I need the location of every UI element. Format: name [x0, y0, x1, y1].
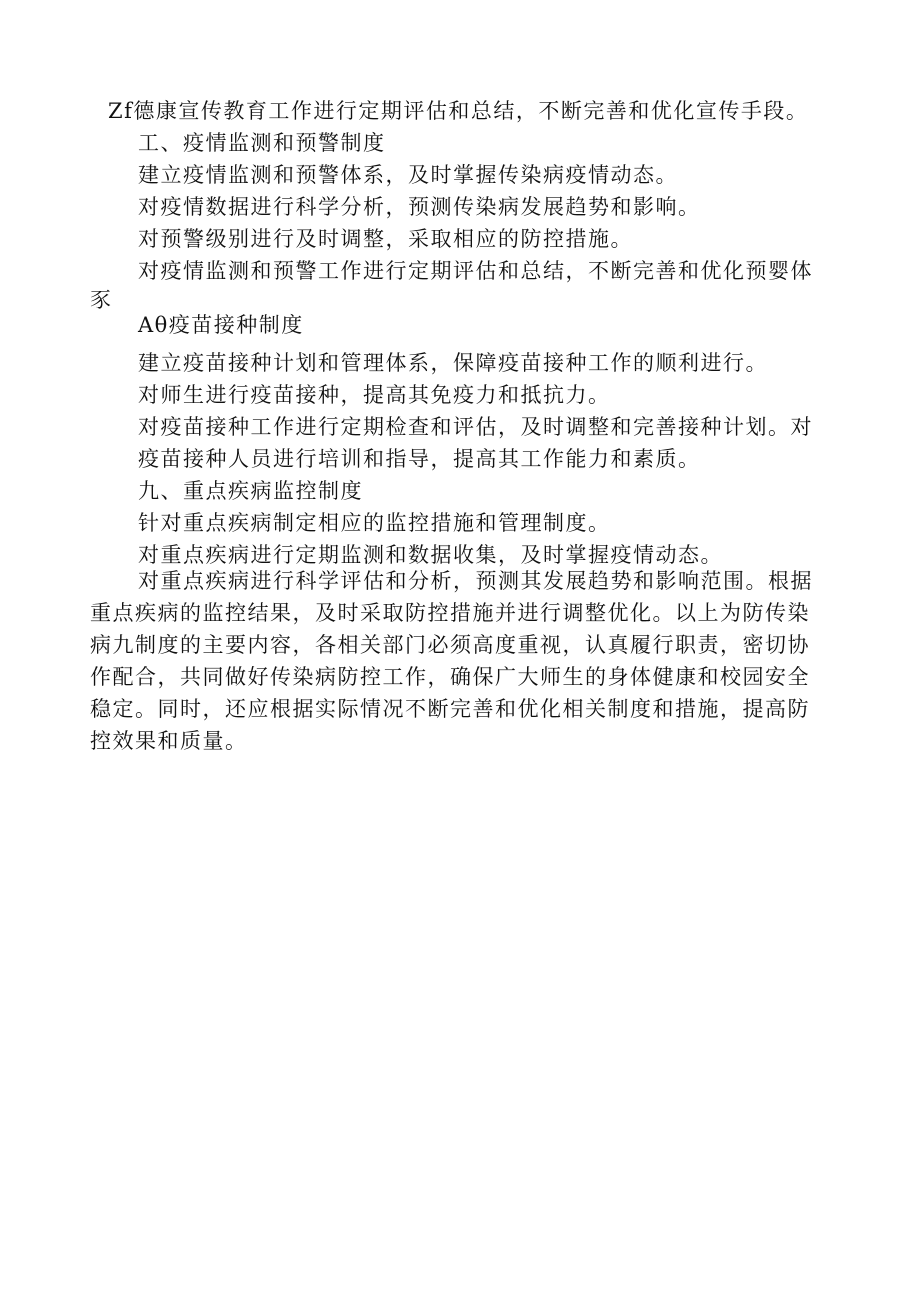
text-line: 疫苗接种人员进行培训和指导，提高其工作能力和素质。: [138, 447, 701, 471]
text-line: 重点疾病的监控结果，及时采取防控措施并进行调整优化。以上为防传染: [90, 601, 810, 625]
text-line: 对重点疾病进行定期监测和数据收集，及时掌握疫情动态。: [138, 543, 723, 567]
text-line: 作配合，共同做好传染病防控工作，确保广大师生的身体健康和校园安全: [90, 665, 810, 689]
text-line: 对疫情监测和预警工作进行定期评估和总结，不断完善和优化预婴体: [138, 259, 813, 283]
section-heading: 九、重点疾病监控制度: [138, 479, 363, 503]
section-heading: 工、疫情监测和预警制度: [138, 131, 386, 155]
text-line: 豕: [90, 288, 113, 312]
text-line: 针对重点疾病制定相应的监控措施和管理制度。: [138, 511, 611, 535]
text-line: 建立疫情监测和预警体系，及时掌握传染病疫情动态。: [138, 163, 678, 187]
text-line: 控效果和质量。: [90, 729, 248, 753]
text-line: 对疫苗接种工作进行定期检查和评估，及时调整和完善接种计划。对: [138, 415, 813, 439]
text-line: 对疫情数据进行科学分析，预测传染病发展趋势和影响。: [138, 195, 701, 219]
text-line: 对预警级别进行及时调整，采取相应的防控措施。: [138, 227, 633, 251]
text-line: 建立疫苗接种计划和管理体系，保障疫苗接种工作的顺利进行。: [138, 351, 768, 375]
text-line: 病九制度的主要内容，各相关部门必须高度重视，认真履行职责，密切协: [90, 633, 810, 657]
text-line: 对重点疾病进行科学评估和分析，预测其发展趋势和影响范围。根据: [138, 569, 813, 593]
section-heading: Aθ疫苗接种制度: [138, 313, 304, 337]
text-line: 稳定。同时，还应根据实际情况不断完善和优化相关制度和措施，提高防: [90, 697, 810, 721]
text-line: Zf德康宣传教育工作进行定期评估和总结，不断完善和优化宣传手段。: [108, 99, 809, 123]
text-line: 对师生进行疫苗接种，提高其免疫力和抵抗力。: [138, 383, 611, 407]
